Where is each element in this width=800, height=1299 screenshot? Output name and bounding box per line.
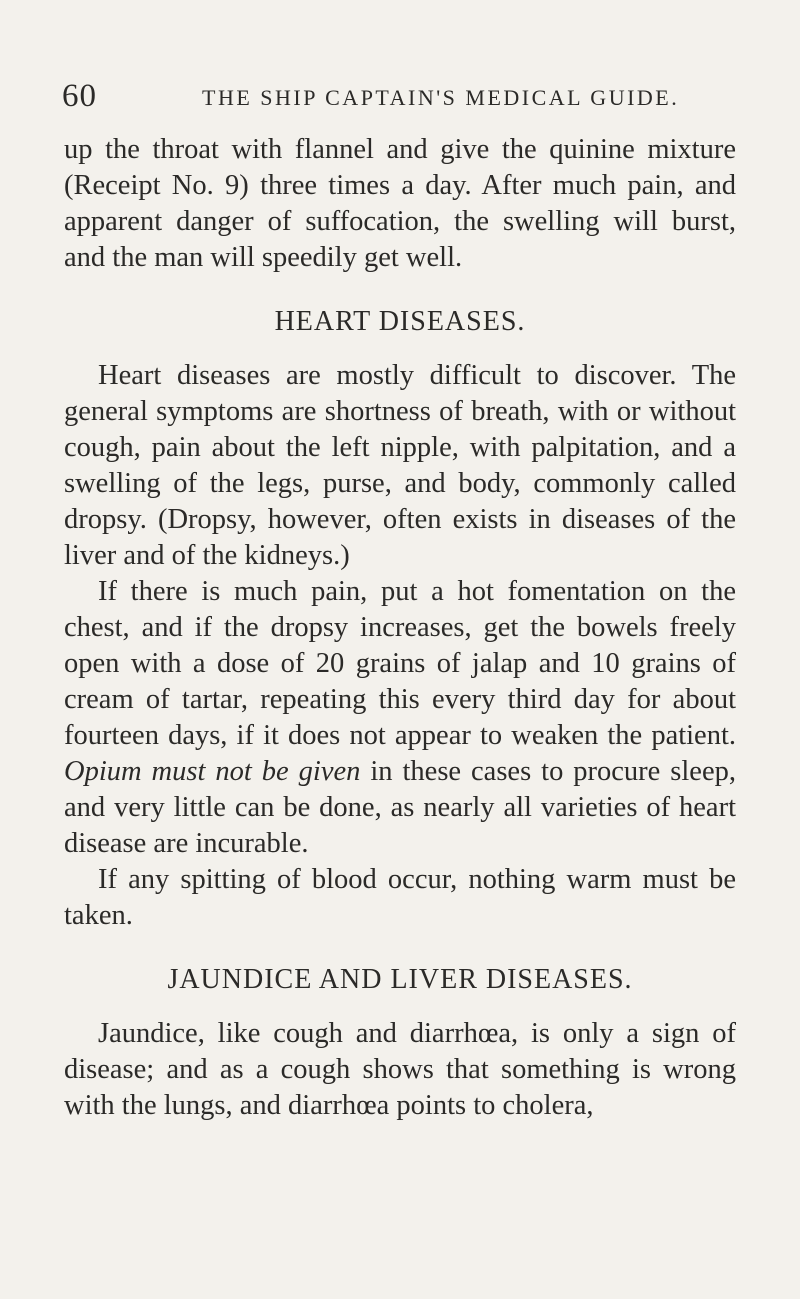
italic-warning: Opium must not be given [64,756,361,787]
paragraph-heart-symptoms: Heart diseases are mostly difficult to discover. The general symptoms are shortness of breath, with or without cough, pain about the left nipple, with palpitation, and a swelling of the legs, purse, and body, commonly called dropsy. (Dropsy, however, often exists in diseases of the liver and of the kidneys.) [64,360,736,571]
paragraph-continuation: up the throat with flannel and give the quinine mixture (Receipt No. 9) three times a day. After much pain, and apparent danger of suffocation, the swelling will burst, and the man will speedily get well. [64,134,736,273]
body-text [64,132,736,1124]
paragraph-text: in these cases to procure sleep, and very little can be done, as nearly all varieties of heart disease are incurable. [64,756,736,859]
running-title: THE SHIP CAPTAIN'S MEDICAL GUIDE. [202,85,680,110]
section-heading-jaundice: JAUNDICE AND LIVER DISEASES. [167,964,633,995]
paragraph-jaundice: Jaundice, like cough and diarrhœa, is only a sign of disease; and as a cough shows that something is wrong with the lungs, and diarrhœa points to cholera, [64,1018,736,1121]
paragraph-text: If there is much pain, put a hot fomentation on the chest, and if the dropsy increases, get the bowels freely open with a dose of 20 grains of jalap and 10 grains of cream of tartar, repeating this every third day for about fourteen days, if it does not appear to weaken the patient. [64,576,736,751]
paragraph-spitting-blood: If any spitting of blood occur, nothing warm must be taken. [64,864,736,931]
section-heading-heart-diseases: HEART DISEASES. [274,306,526,337]
page-number: 60 [62,78,97,114]
paragraph-heart-treatment [64,574,736,862]
running-head [62,78,738,118]
